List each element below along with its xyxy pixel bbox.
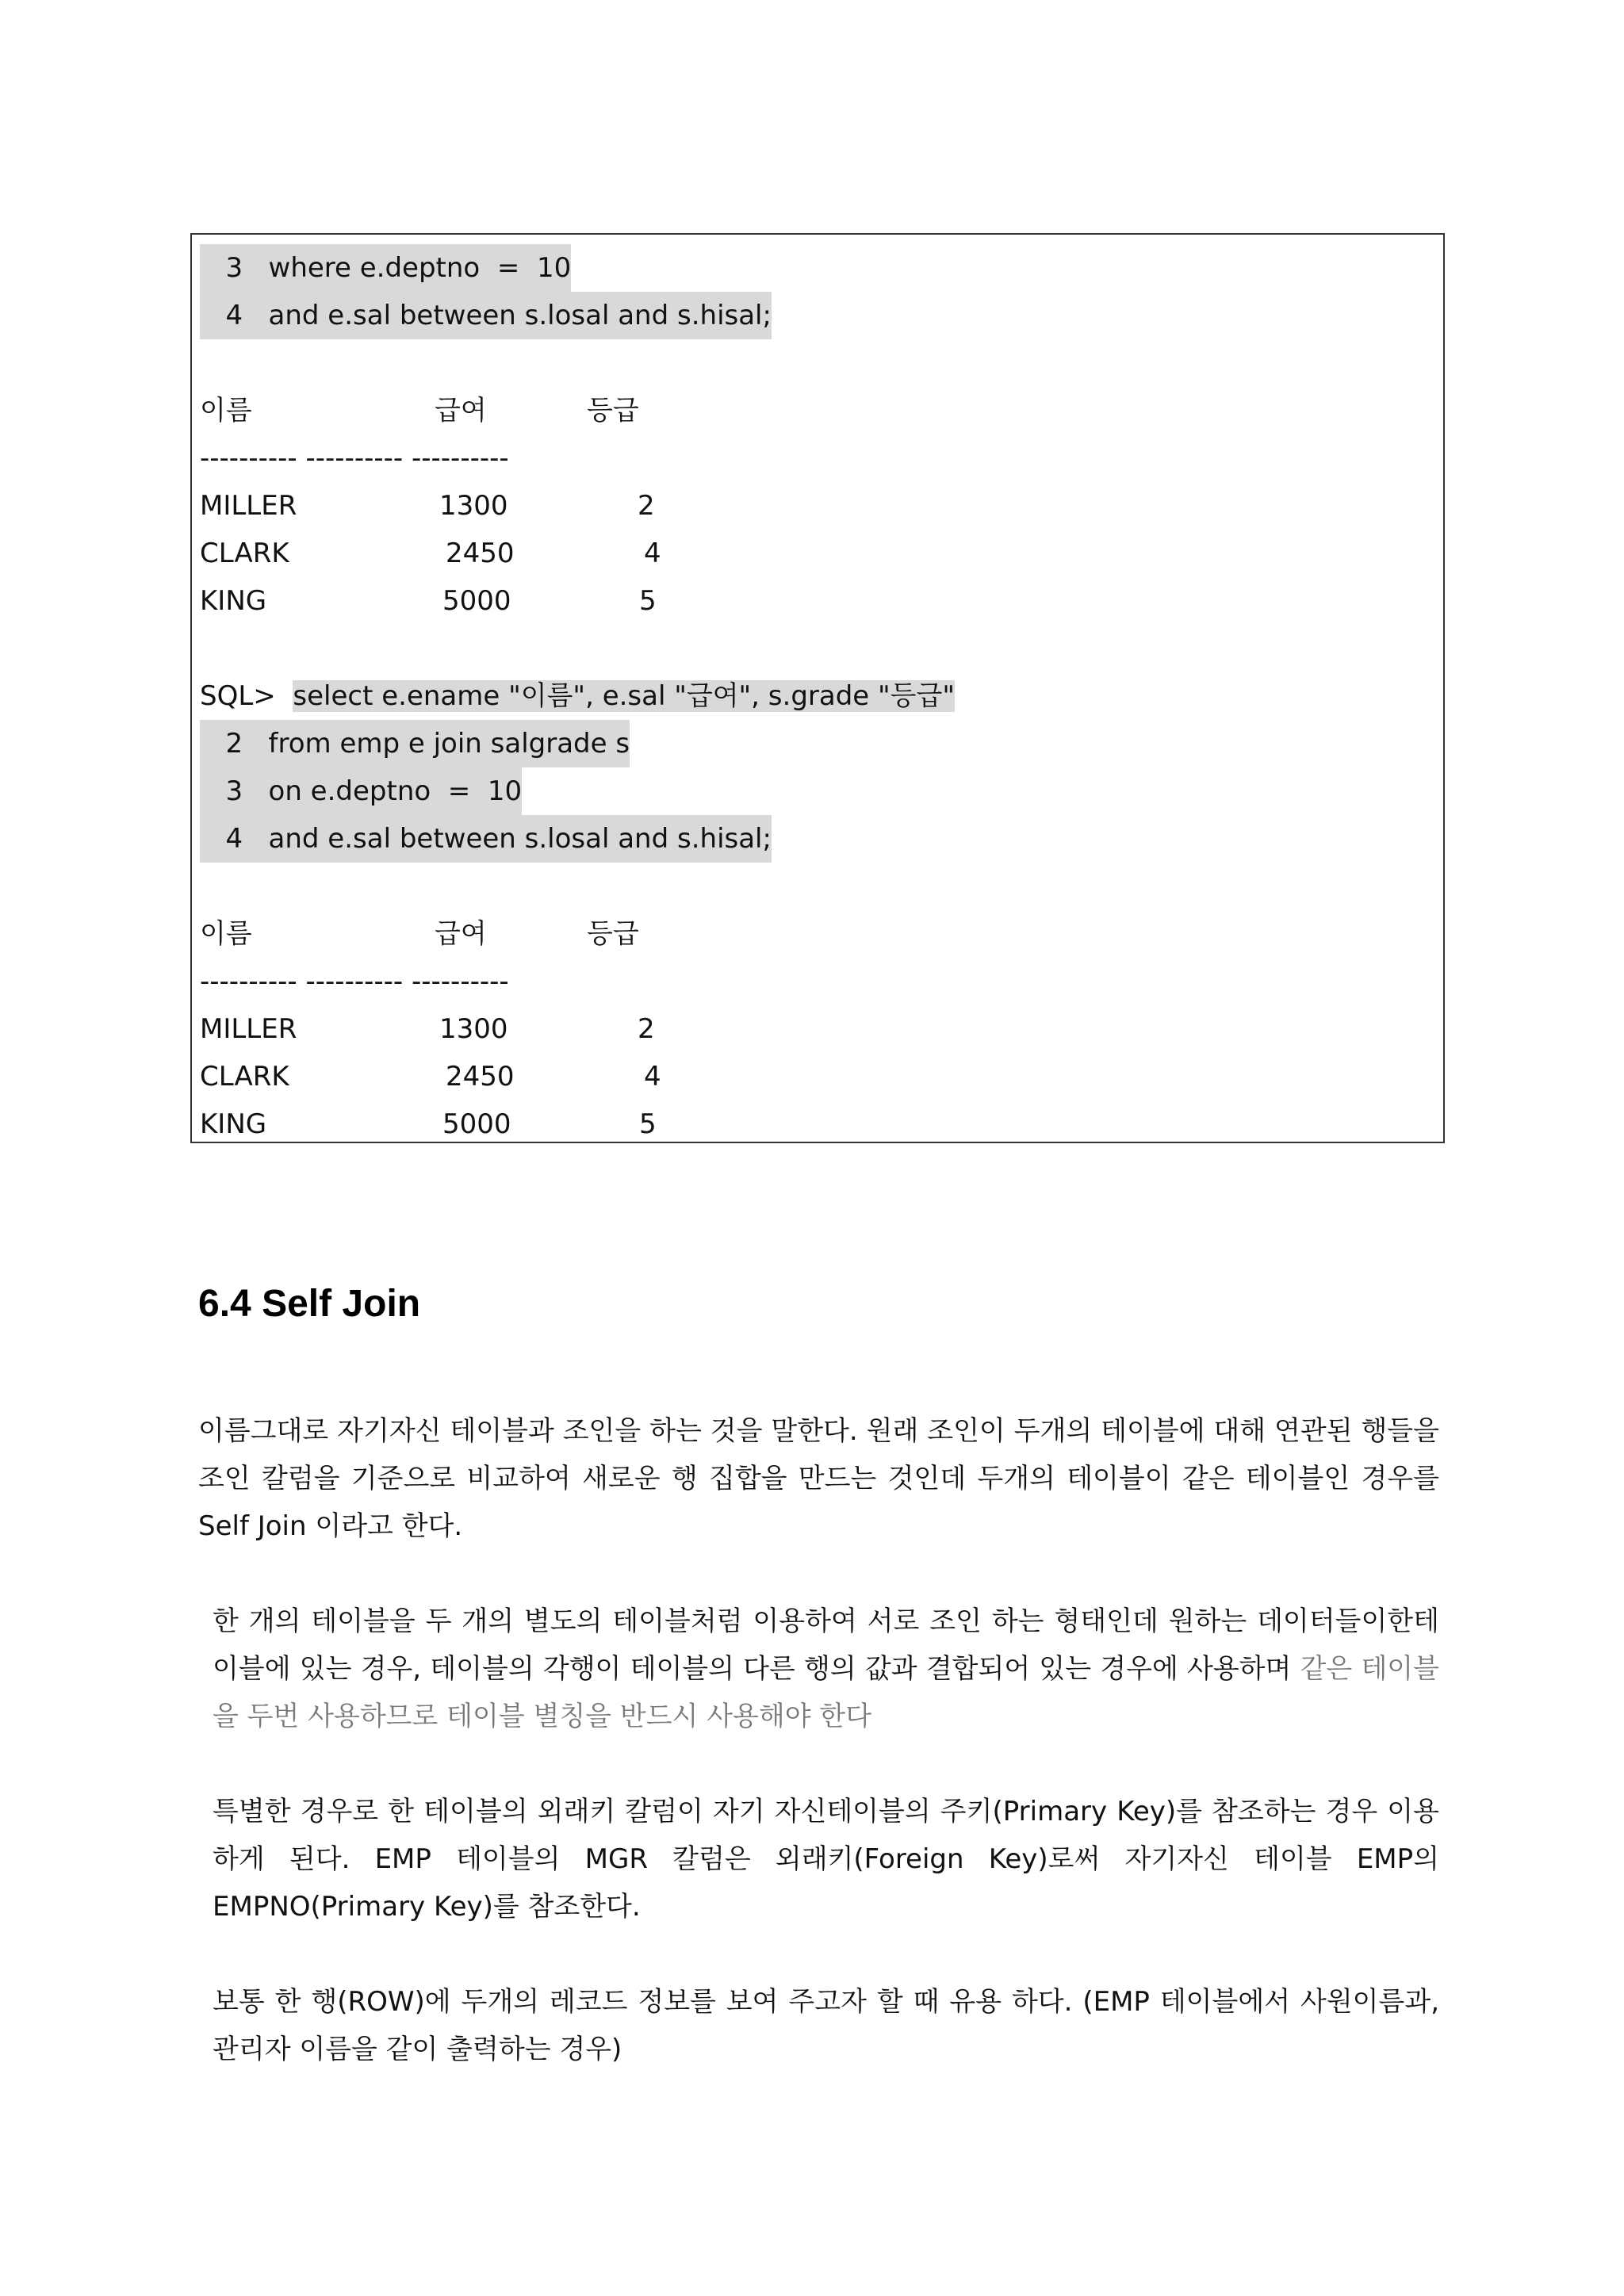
result-separator: ---------- ---------- ---------- — [200, 442, 509, 474]
code-text: select e.ename "이름", e.sal "급여", s.grade "등급" — [293, 680, 955, 712]
section-title: 6.4 Self Join — [198, 1283, 421, 1325]
code-text: and e.sal between s.losal and s.hisal; — [268, 823, 772, 855]
cell-grade: 4 — [644, 1061, 661, 1093]
cell-sal: 2450 — [446, 538, 515, 569]
result-row — [200, 577, 834, 625]
code-text: from emp e join salgrade s — [268, 728, 630, 760]
code-text: and e.sal between s.losal and s.hisal; — [268, 300, 772, 331]
result-header-row — [200, 387, 834, 434]
paragraph-usage-text: 한 개의 테이블을 두 개의 별도의 테이블처럼 이용하여 서로 조인 하는 형태인데 원하는 데이터들이한테이블에 있는 경우, 테이블의 각행이 테이블의 다른 행의 값과 결합되어 있는 경우에 사용하며 — [213, 1605, 1439, 1685]
cell-name: KING — [200, 1108, 267, 1140]
line-number: 4 — [225, 823, 243, 855]
header-name: 이름 — [200, 918, 252, 950]
result-row — [200, 530, 834, 577]
line-number: 3 — [225, 252, 243, 284]
header-grade: 등급 — [587, 395, 639, 427]
result-row — [200, 1100, 834, 1148]
paragraph-usage — [213, 1598, 1439, 1740]
code-line — [200, 767, 522, 815]
code-line — [200, 672, 955, 720]
cell-grade: 5 — [639, 1108, 657, 1140]
result-row — [200, 482, 834, 530]
header-name: 이름 — [200, 395, 252, 427]
cell-name: CLARK — [200, 1061, 289, 1093]
code-line — [200, 815, 772, 863]
cell-grade: 4 — [644, 538, 661, 569]
code-line — [200, 244, 571, 292]
header-sal: 급여 — [435, 395, 487, 427]
result-row — [200, 1005, 834, 1053]
line-number: 4 — [225, 300, 243, 331]
cell-name: KING — [200, 585, 267, 617]
paragraph-use-case: 보통 한 행(ROW)에 두개의 레코드 정보를 보여 주고자 할 때 유용 하다. (EMP 테이블에서 사원이름과, 관리자 이름을 같이 출력하는 경우) — [213, 1986, 1439, 2065]
line-number: 2 — [225, 728, 243, 760]
code-text: on e.deptno = 10 — [268, 775, 523, 807]
result-header-row — [200, 910, 834, 958]
cell-name: CLARK — [200, 538, 289, 569]
cell-grade: 5 — [639, 585, 657, 617]
paragraph-foreign-key: 특별한 경우로 한 테이블의 외래키 칼럼이 자기 자신테이블의 주키(Primary Key)를 참조하는 경우 이용하게 된다. EMP 테이블의 MGR 칼럼은 외래키(Foreign Key)로써 자기자신 테이블 EMP의 EMPNO(Primary Key)를 참조한다. — [213, 1796, 1439, 1923]
cell-sal: 5000 — [442, 1108, 511, 1140]
code-line — [200, 720, 630, 767]
cell-sal: 5000 — [442, 585, 511, 617]
code-text: where e.deptno = 10 — [268, 252, 572, 284]
paragraph-intro: 이름그대로 자기자신 테이블과 조인을 하는 것을 말한다. 원래 조인이 두개의 테이블에 대해 연관된 행들을 조인 칼럼을 기준으로 비교하여 새로운 행 집합을 만드는 것인데 두개의 테이블이 같은 테이블인 경우를 Self Join 이라고 한다. — [198, 1415, 1439, 1542]
result-row — [200, 1053, 834, 1100]
header-grade: 등급 — [587, 918, 639, 950]
line-number: 3 — [225, 775, 243, 807]
cell-sal: 1300 — [439, 490, 508, 522]
cell-grade: 2 — [638, 1013, 655, 1045]
cell-sal: 1300 — [439, 1013, 508, 1045]
sql-prompt: SQL> — [200, 680, 276, 712]
header-sal: 급여 — [435, 918, 487, 950]
cell-name: MILLER — [200, 1013, 297, 1045]
paragraph-usage-note: 같은 테이블을 두번 사용하므로 테이블 별칭을 반드시 사용해야 한다 — [213, 1653, 1439, 1732]
cell-name: MILLER — [200, 490, 297, 522]
code-line — [200, 292, 772, 339]
cell-grade: 2 — [638, 490, 655, 522]
result-separator: ---------- ---------- ---------- — [200, 966, 509, 997]
sql-code-block — [190, 233, 1445, 1143]
cell-sal: 2450 — [446, 1061, 515, 1093]
